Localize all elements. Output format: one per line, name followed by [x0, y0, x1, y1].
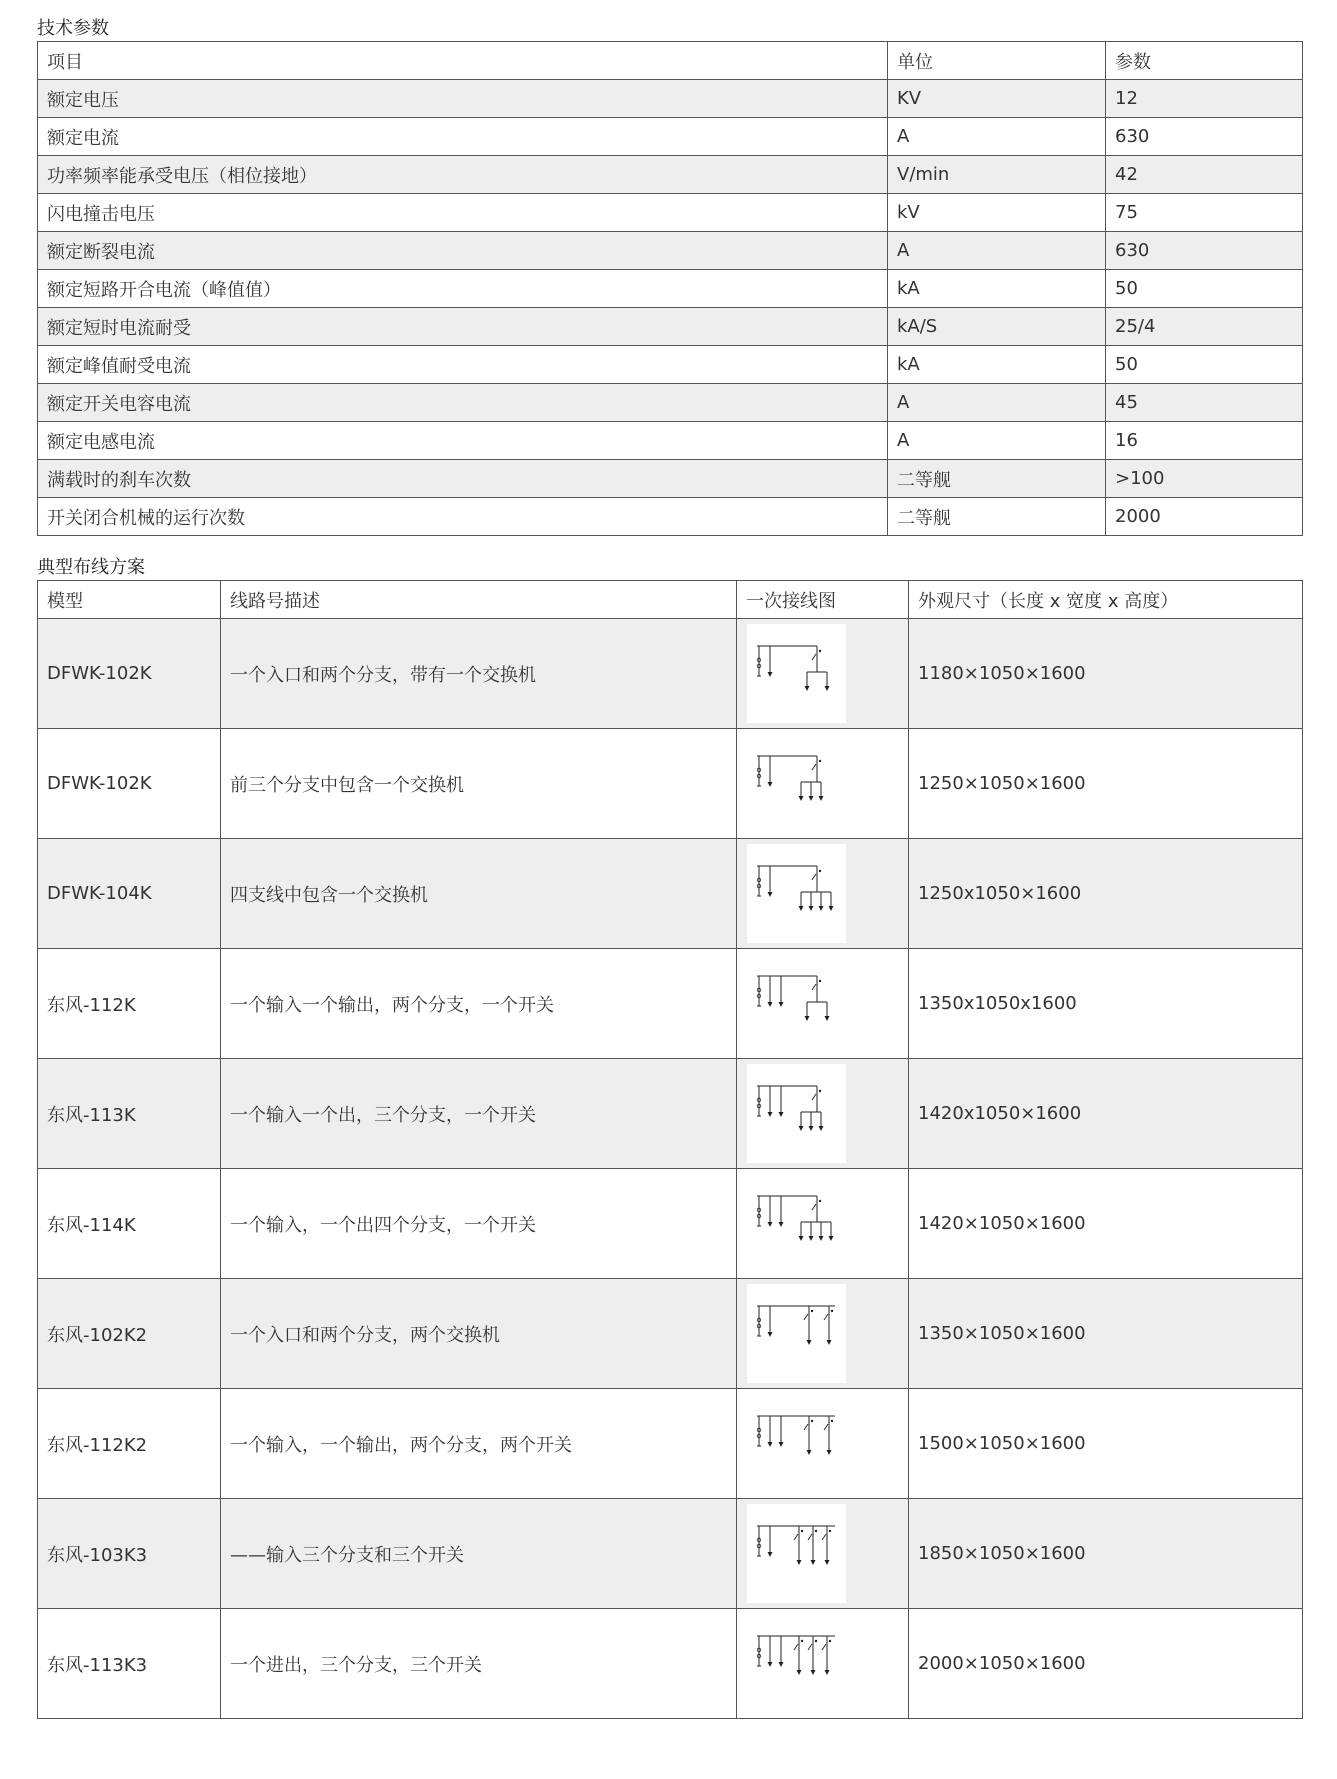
- description-cell: 一个输入一个出，三个分支，一个开关: [221, 1059, 737, 1169]
- table-row: [38, 498, 1303, 536]
- value-header: 参数: [1106, 42, 1303, 80]
- model-cell: 东风-113K3: [38, 1609, 221, 1719]
- description-cell: 一个输入一个输出，两个分支，一个开关: [221, 949, 737, 1059]
- single-line-diagram-icon: [747, 1504, 846, 1603]
- description-cell: 一个入口和两个分支，两个交换机: [221, 1279, 737, 1389]
- param-unit-cell: V/min: [888, 156, 1106, 194]
- single-line-diagram-icon: [747, 954, 846, 1053]
- table-row: [38, 194, 1303, 232]
- unit-header: 单位: [888, 42, 1106, 80]
- size-cell: 1250x1050×1600: [909, 839, 1303, 949]
- model-cell: 东风-103K3: [38, 1499, 221, 1609]
- table-header-row: [38, 42, 1303, 80]
- description-cell: 四支线中包含一个交换机: [221, 839, 737, 949]
- item-header: 项目: [38, 42, 888, 80]
- single-line-diagram-icon: [747, 1174, 846, 1273]
- model-cell: DFWK-102K: [38, 619, 221, 729]
- size-header: 外观尺寸（长度 x 宽度 x 高度）: [909, 581, 1303, 619]
- single-line-diagram-icon: [747, 1394, 846, 1493]
- param-name-cell: 额定短路开合电流（峰值值）: [38, 270, 888, 308]
- single-line-diagram-icon: [747, 624, 846, 723]
- table-row: [38, 422, 1303, 460]
- description-cell: 一个输入，一个出四个分支，一个开关: [221, 1169, 737, 1279]
- table-row: [38, 1279, 1303, 1389]
- param-value-cell: 12: [1106, 80, 1303, 118]
- size-cell: 1180×1050×1600: [909, 619, 1303, 729]
- diagram-cell: [737, 949, 909, 1059]
- table-row: [38, 156, 1303, 194]
- param-unit-cell: kA: [888, 270, 1106, 308]
- table-row: [38, 949, 1303, 1059]
- table-row: [38, 1059, 1303, 1169]
- table-row: [38, 232, 1303, 270]
- table-row: [38, 1389, 1303, 1499]
- description-cell: 一个入口和两个分支，带有一个交换机: [221, 619, 737, 729]
- description-cell: 一个进出，三个分支，三个开关: [221, 1609, 737, 1719]
- diagram-cell: [737, 1499, 909, 1609]
- param-name-cell: 功率频率能承受电压（相位接地）: [38, 156, 888, 194]
- table-row: [38, 1499, 1303, 1609]
- table-row: [38, 270, 1303, 308]
- model-cell: 东风-112K: [38, 949, 221, 1059]
- description-cell: 前三个分支中包含一个交换机: [221, 729, 737, 839]
- param-name-cell: 闪电撞击电压: [38, 194, 888, 232]
- diagram-cell: [737, 619, 909, 729]
- param-unit-cell: 二等舰: [888, 498, 1106, 536]
- table-row: [38, 118, 1303, 156]
- param-unit-cell: 二等舰: [888, 460, 1106, 498]
- param-name-cell: 额定电压: [38, 80, 888, 118]
- table-row: [38, 384, 1303, 422]
- model-cell: 东风-102K2: [38, 1279, 221, 1389]
- param-name-cell: 额定电感电流: [38, 422, 888, 460]
- table-row: [38, 346, 1303, 384]
- size-cell: 1500×1050×1600: [909, 1389, 1303, 1499]
- model-cell: 东风-112K2: [38, 1389, 221, 1499]
- param-value-cell: 42: [1106, 156, 1303, 194]
- param-value-cell: 75: [1106, 194, 1303, 232]
- table-row: [38, 729, 1303, 839]
- param-name-cell: 额定短时电流耐受: [38, 308, 888, 346]
- table-row: [38, 839, 1303, 949]
- table-row: [38, 80, 1303, 118]
- model-cell: 东风-113K: [38, 1059, 221, 1169]
- tech-params-table: [37, 41, 1303, 536]
- param-name-cell: 开关闭合机械的运行次数: [38, 498, 888, 536]
- param-value-cell: 630: [1106, 118, 1303, 156]
- tech-params-title: 技术参数: [37, 18, 109, 39]
- param-unit-cell: KV: [888, 80, 1106, 118]
- table-row: [38, 460, 1303, 498]
- model-header: 模型: [38, 581, 221, 619]
- single-line-diagram-icon: [747, 1614, 846, 1713]
- param-name-cell: 额定峰值耐受电流: [38, 346, 888, 384]
- size-cell: 1250×1050×1600: [909, 729, 1303, 839]
- param-value-cell: 16: [1106, 422, 1303, 460]
- model-cell: DFWK-104K: [38, 839, 221, 949]
- diagram-header: 一次接线图: [737, 581, 909, 619]
- table-row: [38, 1169, 1303, 1279]
- single-line-diagram-icon: [747, 1284, 846, 1383]
- param-name-cell: 额定开关电容电流: [38, 384, 888, 422]
- size-cell: 1420x1050×1600: [909, 1059, 1303, 1169]
- diagram-cell: [737, 1389, 909, 1499]
- table-header-row: [38, 581, 1303, 619]
- param-name-cell: 额定断裂电流: [38, 232, 888, 270]
- single-line-diagram-icon: [747, 844, 846, 943]
- param-unit-cell: kV: [888, 194, 1106, 232]
- model-cell: 东风-114K: [38, 1169, 221, 1279]
- description-header: 线路号描述: [221, 581, 737, 619]
- param-unit-cell: A: [888, 422, 1106, 460]
- param-value-cell: 2000: [1106, 498, 1303, 536]
- diagram-cell: [737, 729, 909, 839]
- size-cell: 1850×1050×1600: [909, 1499, 1303, 1609]
- description-cell: ——输入三个分支和三个开关: [221, 1499, 737, 1609]
- table-row: [38, 308, 1303, 346]
- size-cell: 1350x1050x1600: [909, 949, 1303, 1059]
- model-cell: DFWK-102K: [38, 729, 221, 839]
- param-unit-cell: A: [888, 232, 1106, 270]
- param-name-cell: 额定电流: [38, 118, 888, 156]
- size-cell: 1350×1050×1600: [909, 1279, 1303, 1389]
- param-value-cell: 630: [1106, 232, 1303, 270]
- wiring-title: 典型布线方案: [37, 557, 145, 578]
- param-name-cell: 满载时的刹车次数: [38, 460, 888, 498]
- diagram-cell: [737, 1169, 909, 1279]
- table-row: [38, 619, 1303, 729]
- single-line-diagram-icon: [747, 1064, 846, 1163]
- diagram-cell: [737, 1059, 909, 1169]
- param-value-cell: >100: [1106, 460, 1303, 498]
- wiring-table: [37, 580, 1303, 1719]
- param-value-cell: 50: [1106, 270, 1303, 308]
- param-unit-cell: A: [888, 118, 1106, 156]
- diagram-cell: [737, 839, 909, 949]
- table-row: [38, 1609, 1303, 1719]
- size-cell: 2000×1050×1600: [909, 1609, 1303, 1719]
- param-value-cell: 50: [1106, 346, 1303, 384]
- param-unit-cell: A: [888, 384, 1106, 422]
- param-unit-cell: kA/S: [888, 308, 1106, 346]
- size-cell: 1420×1050×1600: [909, 1169, 1303, 1279]
- param-unit-cell: kA: [888, 346, 1106, 384]
- diagram-cell: [737, 1279, 909, 1389]
- param-value-cell: 45: [1106, 384, 1303, 422]
- single-line-diagram-icon: [747, 734, 846, 833]
- diagram-cell: [737, 1609, 909, 1719]
- description-cell: 一个输入，一个输出，两个分支，两个开关: [221, 1389, 737, 1499]
- param-value-cell: 25/4: [1106, 308, 1303, 346]
